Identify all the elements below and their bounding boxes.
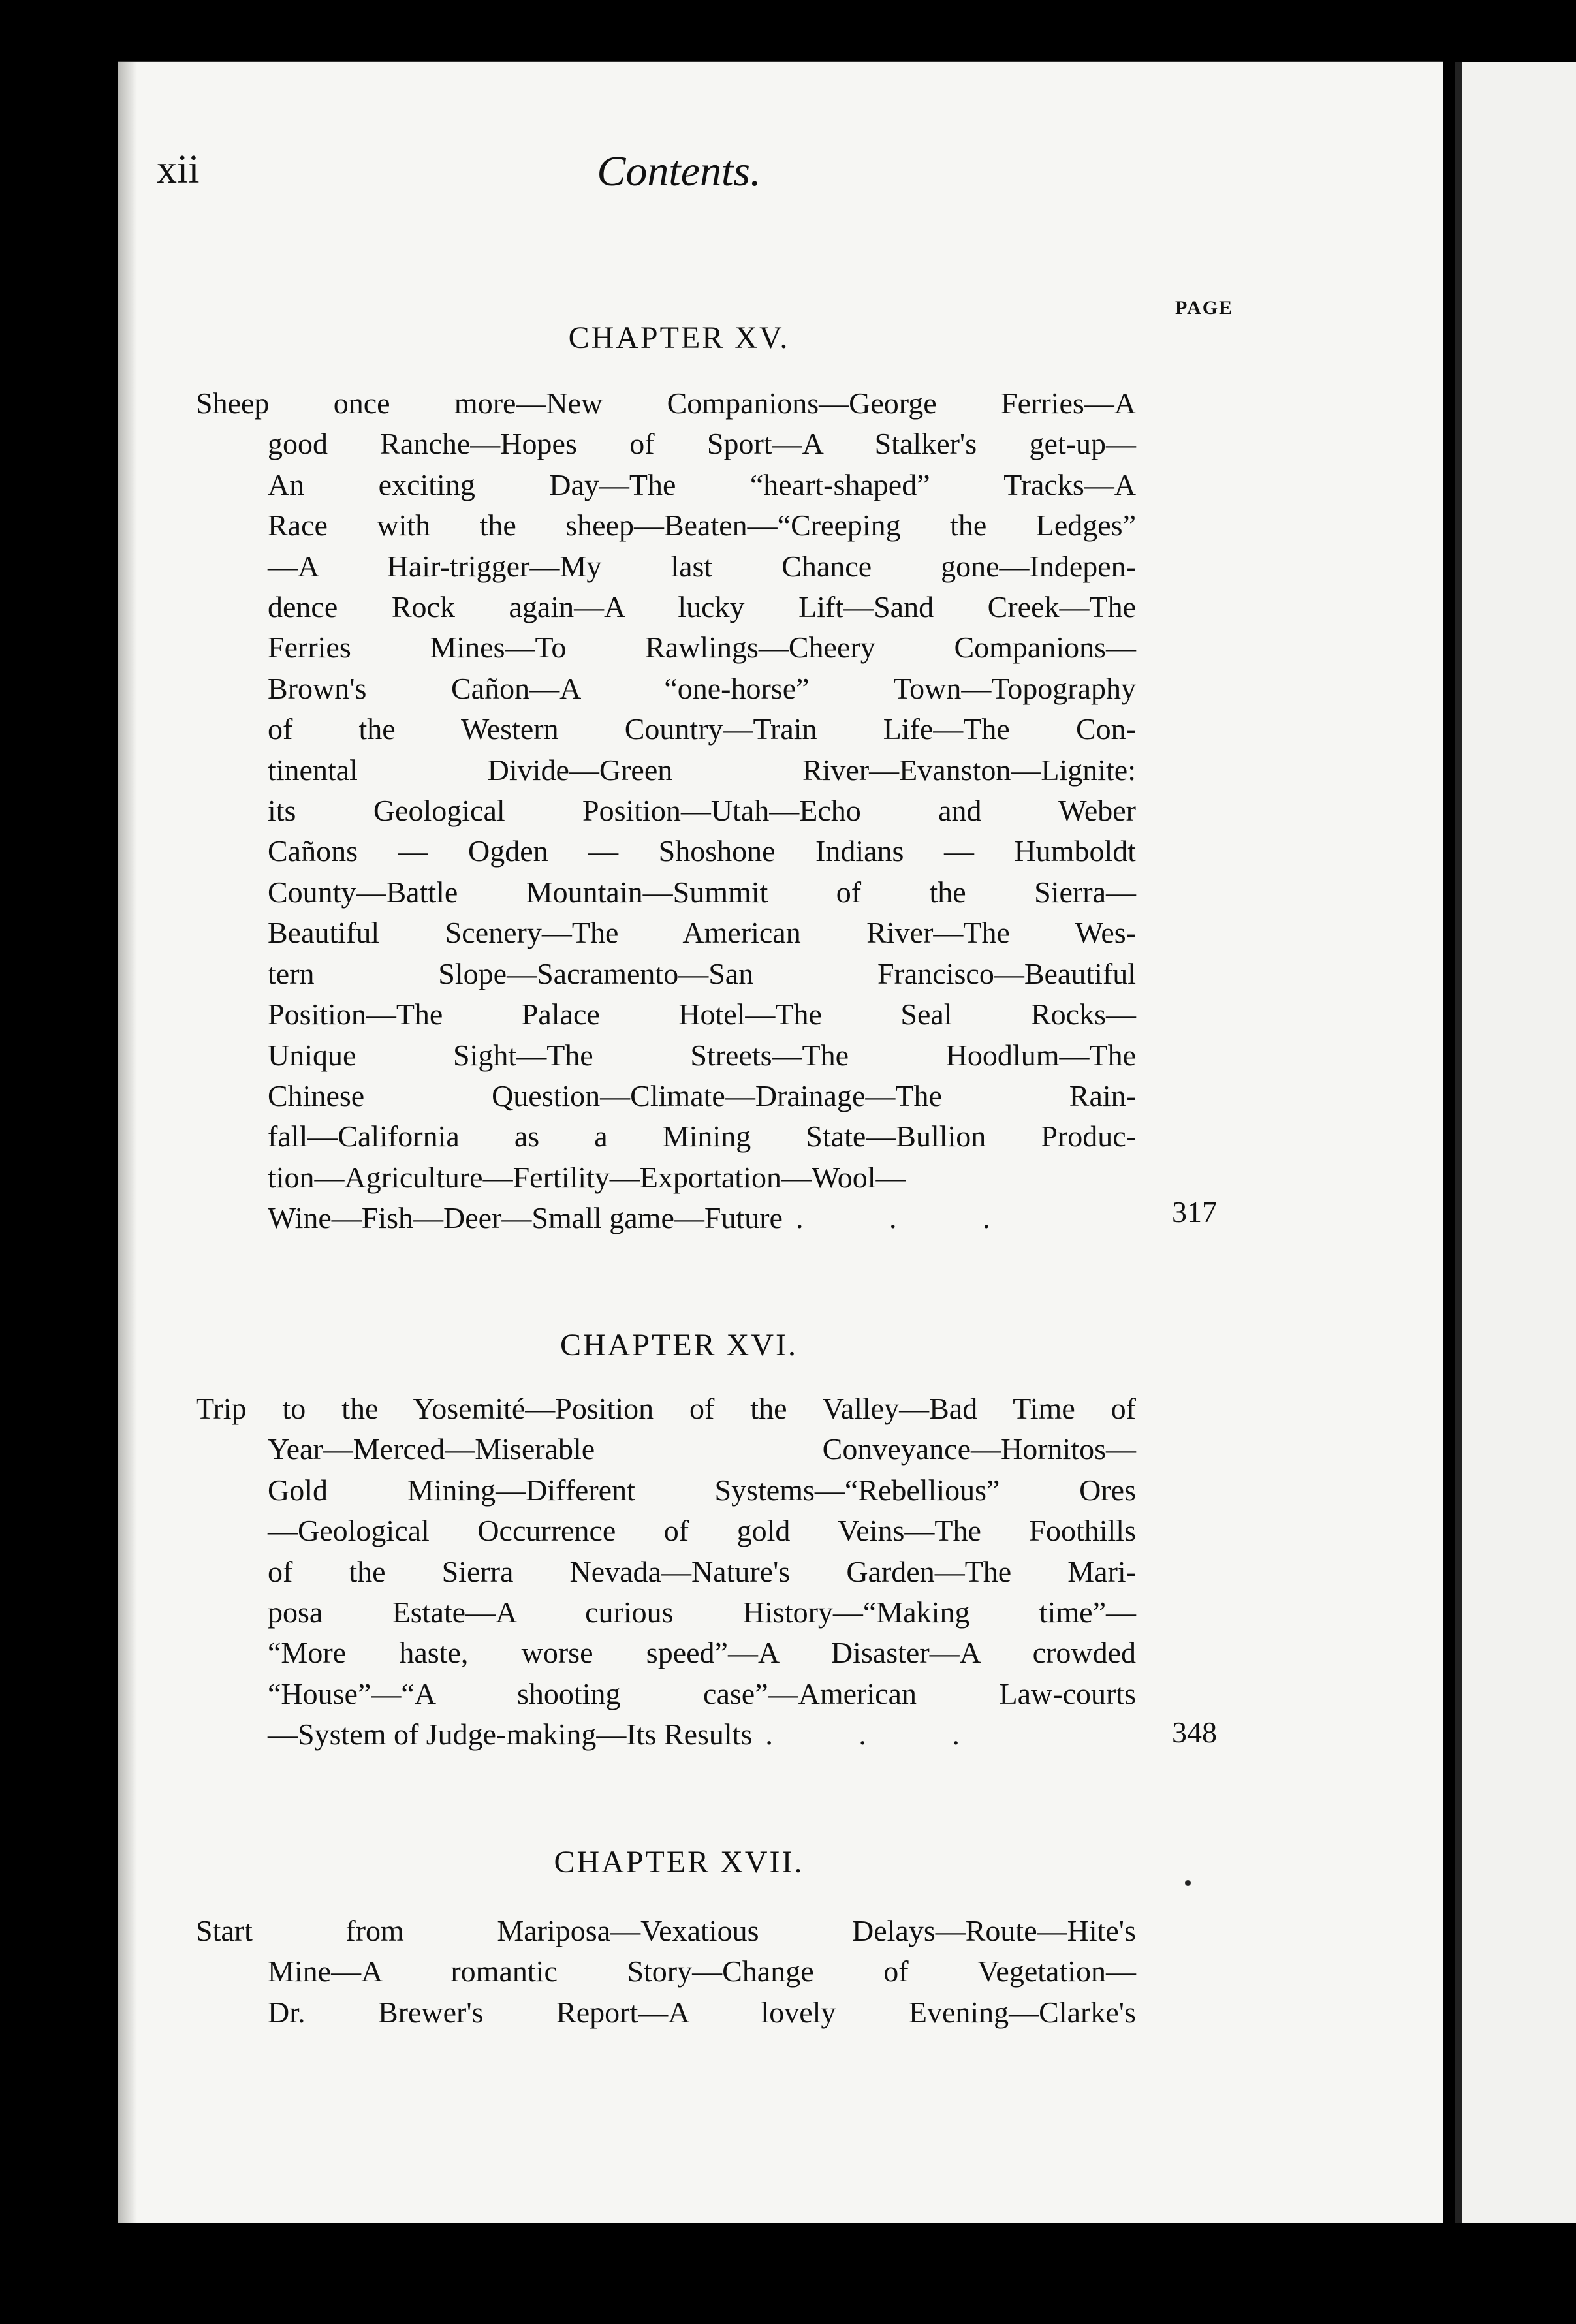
synopsis-line: dence Rock again—A lucky Lift—Sand Creek—The — [268, 590, 1136, 624]
synopsis-line: County—Battle Mountain—Summit of the Sierra— — [268, 875, 1136, 909]
synopsis-line: Mine—A romantic Story—Change of Vegetation— — [268, 1955, 1136, 1988]
synopsis-line: fall—California as a Mining State—Bullion Produc- — [268, 1120, 1136, 1154]
chapter-heading-xv: CHAPTER XV. — [568, 321, 790, 355]
synopsis-line: Cañons — Ogden — Shoshone Indians — Humboldt — [268, 834, 1136, 868]
synopsis-line-text: Wine—Fish—Deer—Small game—Future — [268, 1201, 783, 1235]
synopsis-line: Beautiful Scenery—The American River—The Wes- — [268, 916, 1136, 950]
chapter-xvii-synopsis — [196, 1911, 1136, 2033]
chapter-xvi-page: 348 — [1172, 1716, 1217, 1749]
synopsis-line-final — [268, 1198, 1136, 1238]
synopsis-line-text: —System of Judge-making—Its Results — [268, 1718, 753, 1751]
synopsis-line: —Geological Occurrence of gold Veins—The Foothills — [268, 1514, 1136, 1548]
synopsis-line: Unique Sight—The Streets—The Hoodlum—The — [268, 1038, 1136, 1072]
synopsis-line: posa Estate—A curious History—“Making time”— — [268, 1595, 1136, 1629]
synopsis-line: of the Western Country—Train Life—The Con- — [268, 712, 1136, 746]
synopsis-line: of the Sierra Nevada—Nature's Garden—The Mari- — [268, 1554, 1136, 1588]
synopsis-line: Brown's Cañon—A “one-horse” Town—Topography — [268, 671, 1136, 705]
next-page-strip — [1462, 62, 1576, 2223]
synopsis-line: its Geological Position—Utah—Echo and Weber — [268, 794, 1136, 828]
synopsis-line: “More haste, worse speed”—A Disaster—A crowded — [268, 1636, 1136, 1670]
synopsis-line: tinental Divide—Green River—Evanston—Lignite: — [268, 753, 1136, 787]
synopsis-line: Position—The Palace Hotel—The Seal Rocks— — [268, 997, 1136, 1031]
synopsis-line: good Ranche—Hopes of Sport—A Stalker's get-up— — [268, 427, 1136, 461]
synopsis-line: “House”—“A shooting case”—American Law-courts — [268, 1676, 1136, 1710]
page-number: xii — [157, 148, 200, 192]
synopsis-line: Race with the sheep—Beaten—“Creeping the Ledges” — [268, 509, 1136, 542]
page-title: Contents. — [597, 148, 761, 195]
chapter-xv-synopsis — [196, 383, 1136, 1239]
synopsis-line: tern Slope—Sacramento—San Francisco—Beautiful — [268, 956, 1136, 990]
print-speck — [1185, 1880, 1191, 1886]
running-head — [157, 147, 1201, 232]
chapter-heading-xvii: CHAPTER XVII. — [554, 1845, 804, 1879]
synopsis-line: An exciting Day—The “heart-shaped” Tracks—A — [268, 467, 1136, 501]
print-speck — [1455, 392, 1461, 409]
synopsis-line: Start from Mariposa—Vexatious Delays—Route—Hite's — [196, 1914, 1136, 1947]
synopsis-line: Chinese Question—Climate—Drainage—The Rain- — [268, 1078, 1136, 1112]
synopsis-line: Gold Mining—Different Systems—“Rebellious” Ores — [268, 1473, 1136, 1507]
chapter-heading-xvi: CHAPTER XVI. — [559, 1328, 798, 1362]
synopsis-line-final — [268, 1714, 1136, 1755]
dot-leaders: . . . — [795, 1201, 1030, 1235]
chapter-xv-page: 317 — [1172, 1195, 1217, 1229]
page-column-label: PAGE — [1175, 297, 1234, 319]
chapter-xvi-synopsis — [196, 1389, 1136, 1755]
dot-leaders: . . . — [765, 1718, 999, 1751]
binding-shadow — [118, 62, 137, 2223]
synopsis-line: Year—Merced—Miserable Conveyance—Hornitos— — [268, 1432, 1136, 1466]
synopsis-line: Ferries Mines—To Rawlings—Cheery Companions— — [268, 631, 1136, 665]
synopsis-line: Dr. Brewer's Report—A lovely Evening—Clarke's — [268, 1995, 1136, 2029]
synopsis-line: Trip to the Yosemité—Position of the Valley—Bad Time of — [196, 1392, 1136, 1425]
synopsis-line: tion—Agriculture—Fertility—Exportation—Wool— — [268, 1160, 906, 1194]
synopsis-line: —A Hair-trigger—My last Chance gone—Indepen- — [268, 549, 1136, 583]
synopsis-line: Sheep once more—New Companions—George Ferries—A — [196, 386, 1136, 420]
